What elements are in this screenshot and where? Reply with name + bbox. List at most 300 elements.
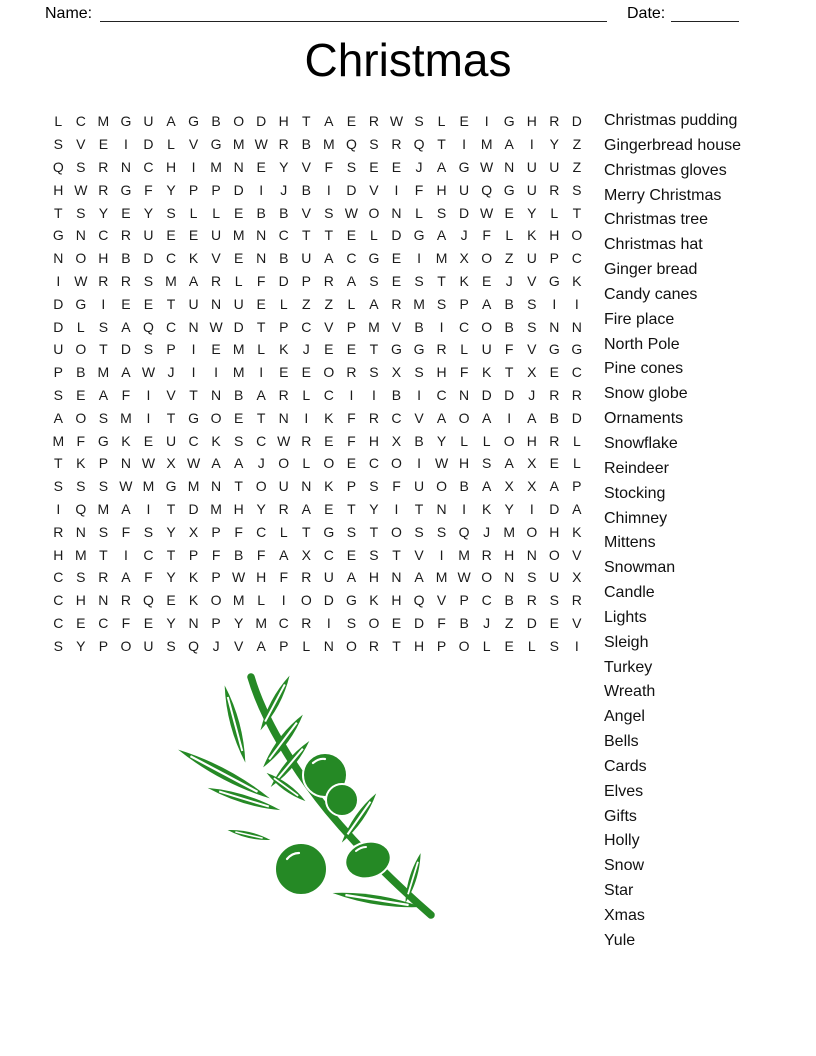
grid-letter-r20-c9: B [233, 546, 244, 563]
grid-letter-r9-c16: R [391, 295, 402, 312]
grid-letter-r21-c16: N [391, 569, 402, 586]
grid-letter-r12-c6: J [167, 364, 175, 381]
grid-letter-r5-c7: L [189, 204, 198, 221]
grid-letter-r4-c1: H [53, 181, 64, 198]
grid-letter-r7-c22: U [526, 250, 537, 267]
grid-letter-r16-c23: E [549, 455, 559, 472]
grid-letter-r20-c13: C [323, 546, 334, 563]
word-list-item: North Pole [604, 335, 680, 353]
grid-letter-r10-c3: S [98, 318, 109, 335]
grid-letter-r20-c14: E [346, 546, 357, 563]
grid-letter-r3-c19: G [458, 158, 470, 175]
word-list-item: Elves [604, 782, 644, 800]
grid-letter-r5-c23: L [550, 204, 559, 221]
grid-letter-r2-c14: Q [345, 136, 357, 153]
word-list-item: Gingerbread house [604, 136, 741, 154]
grid-letter-r16-c22: X [527, 455, 537, 472]
grid-letter-r1-c5: U [143, 113, 154, 130]
grid-letter-r5-c19: D [459, 204, 470, 221]
grid-letter-r11-c17: G [413, 341, 425, 358]
grid-letter-r20-c6: T [166, 546, 176, 563]
word-list-item: Xmas [604, 907, 645, 924]
grid-letter-r7-c24: C [571, 250, 582, 267]
grid-letter-r15-c22: H [526, 432, 537, 449]
grid-letter-r24-c13: N [323, 637, 334, 654]
grid-letter-r21-c7: K [188, 569, 199, 586]
grid-letter-r20-c20: R [481, 546, 492, 563]
grid-letter-r21-c2: S [76, 569, 86, 586]
grid-letter-r2-c5: D [143, 136, 154, 153]
grid-letter-r15-c3: G [97, 432, 109, 449]
grid-letter-r7-c14: C [346, 250, 357, 267]
grid-letter-r5-c8: L [212, 204, 220, 221]
grid-letter-r6-c12: T [302, 227, 311, 244]
grid-letter-r6-c5: U [143, 227, 154, 244]
grid-letter-r18-c3: M [97, 500, 110, 517]
grid-letter-r23-c17: D [413, 614, 425, 631]
grid-letter-r4-c6: Y [166, 181, 176, 198]
grid-letter-r12-c21: T [504, 364, 514, 381]
grid-letter-r12-c9: M [232, 364, 245, 381]
grid-letter-r6-c16: D [391, 227, 402, 244]
grid-letter-r11-c2: O [75, 341, 87, 358]
grid-letter-r4-c15: V [369, 181, 379, 198]
grid-letter-r14-c13: K [324, 409, 334, 426]
grid-letter-r3-c20: W [480, 158, 494, 175]
grid-letter-r2-c6: L [167, 136, 175, 153]
word-list-item: Angel [604, 708, 645, 726]
grid-letter-r5-c10: B [256, 204, 266, 221]
grid-letter-r20-c7: P [188, 546, 199, 563]
grid-letter-r14-c8: O [210, 409, 222, 426]
grid-letter-r14-c11: N [278, 409, 289, 426]
grid-letter-r15-c18: Y [436, 432, 447, 449]
grid-letter-r9-c10: E [256, 295, 266, 312]
olive-branch-illustration [165, 663, 445, 928]
grid-letter-r2-c4: I [123, 136, 128, 153]
grid-letter-r3-c9: N [233, 158, 244, 175]
grid-letter-r7-c4: B [121, 250, 131, 267]
grid-letter-r9-c8: N [211, 295, 222, 312]
grid-letter-r13-c12: L [302, 386, 311, 403]
grid-letter-r3-c17: J [415, 158, 423, 175]
grid-letter-r22-c23: S [549, 592, 559, 609]
word-list-item: Star [604, 882, 634, 900]
word-list-item: Wreath [604, 683, 656, 701]
grid-letter-r18-c15: Y [369, 500, 379, 517]
grid-letter-r5-c17: L [415, 204, 423, 221]
grid-letter-r17-c8: N [211, 478, 222, 495]
grid-letter-r15-c15: H [368, 432, 379, 449]
grid-letter-r15-c6: U [165, 432, 177, 449]
grid-letter-r19-c22: O [526, 523, 538, 540]
grid-letter-r12-c16: X [391, 364, 402, 381]
grid-letter-r17-c24: P [572, 478, 582, 495]
grid-letter-r19-c3: S [98, 523, 109, 540]
grid-letter-r15-c14: F [347, 432, 356, 449]
grid-letter-r23-c19: B [459, 614, 469, 631]
grid-letter-r10-c2: L [76, 318, 85, 335]
grid-letter-r9-c1: D [53, 295, 64, 312]
grid-letter-r2-c22: I [529, 136, 534, 153]
grid-letter-r11-c13: E [324, 341, 334, 358]
grid-letter-r8-c13: R [323, 272, 334, 289]
grid-letter-r22-c24: R [571, 592, 582, 609]
grid-letter-r5-c15: O [368, 204, 380, 221]
word-list-item: Sleigh [604, 633, 649, 651]
grid-letter-r9-c21: B [504, 295, 514, 312]
word-list-item: Cards [604, 757, 647, 775]
grid-letter-r19-c4: F [121, 523, 131, 540]
grid-letter-r17-c21: X [504, 478, 514, 495]
word-list-item: Candle [604, 584, 655, 602]
grid-letter-r19-c14: S [346, 523, 357, 540]
date-label: Date: [627, 5, 666, 22]
grid-letter-r1-c23: R [549, 113, 560, 130]
grid-letter-r16-c12: L [302, 455, 311, 472]
grid-letter-r13-c9: B [233, 386, 244, 403]
grid-letter-r8-c18: T [437, 272, 446, 289]
grid-letter-r10-c17: B [414, 318, 424, 335]
grid-letter-r6-c4: R [120, 227, 131, 244]
grid-letter-r6-c7: E [188, 227, 199, 244]
grid-letter-r1-c4: G [120, 113, 132, 130]
grid-letter-r1-c7: G [188, 113, 199, 130]
grid-letter-r19-c13: G [323, 523, 335, 540]
grid-letter-r8-c3: R [98, 272, 109, 289]
grid-letter-r1-c8: B [211, 113, 221, 130]
grid-letter-r20-c19: M [458, 546, 470, 563]
grid-letter-r16-c10: J [257, 455, 265, 472]
grid-letter-r12-c8: I [214, 364, 219, 381]
grid-letter-r24-c7: Q [188, 637, 199, 654]
grid-letter-r24-c2: Y [76, 637, 86, 654]
grid-letter-r13-c20: D [481, 386, 492, 403]
grid-letter-r23-c23: E [549, 614, 559, 631]
grid-letter-r14-c10: T [256, 409, 266, 426]
grid-letter-r24-c3: P [98, 637, 109, 654]
grid-letter-r19-c6: Y [166, 523, 176, 540]
grid-letter-r2-c20: M [480, 136, 493, 153]
grid-letter-r23-c16: E [391, 614, 402, 631]
grid-letter-r10-c6: C [165, 318, 177, 335]
grid-letter-r9-c5: E [143, 295, 154, 312]
grid-letter-r14-c6: T [166, 409, 176, 426]
grid-letter-r17-c15: S [369, 478, 379, 495]
grid-letter-r22-c6: E [166, 592, 176, 609]
name-blank-line [100, 5, 607, 22]
grid-letter-r5-c5: Y [143, 204, 154, 221]
grid-letter-r14-c4: M [120, 409, 132, 426]
grid-letter-r17-c4: W [119, 478, 133, 495]
grid-letter-r6-c13: T [324, 227, 334, 244]
grid-letter-r21-c11: F [279, 569, 289, 586]
word-list-item: Gifts [604, 807, 637, 825]
grid-letter-r10-c21: B [504, 318, 514, 335]
grid-letter-r23-c12: R [301, 614, 312, 631]
grid-letter-r15-c19: L [460, 432, 469, 449]
grid-letter-r1-c22: H [526, 113, 537, 130]
grid-letter-r23-c2: E [76, 614, 86, 631]
grid-letter-r18-c7: D [188, 500, 199, 517]
grid-letter-r2-c1: S [53, 136, 63, 153]
grid-letter-r17-c5: M [142, 478, 155, 495]
grid-letter-r10-c15: M [368, 318, 380, 335]
grid-letter-r18-c24: A [572, 500, 582, 517]
grid-letter-r17-c22: X [527, 478, 537, 495]
grid-letter-r2-c23: Y [549, 136, 559, 153]
grid-letter-r8-c11: D [278, 272, 289, 289]
grid-letter-r12-c10: I [259, 364, 264, 381]
grid-letter-r8-c9: L [234, 272, 243, 289]
grid-letter-r3-c24: Z [572, 158, 582, 175]
grid-letter-r2-c10: W [254, 136, 268, 153]
grid-letter-r11-c1: U [53, 341, 64, 358]
grid-letter-r11-c14: E [346, 341, 357, 358]
word-list-item: Mittens [604, 534, 656, 552]
grid-letter-r14-c20: A [481, 409, 492, 426]
grid-letter-r12-c14: R [346, 364, 357, 381]
word-list-item: Candy canes [604, 285, 698, 303]
grid-letter-r10-c10: T [256, 318, 266, 335]
grid-letter-r11-c12: J [302, 341, 310, 358]
grid-letter-r9-c14: L [347, 295, 356, 312]
grid-letter-r21-c9: W [232, 569, 246, 586]
grid-letter-r4-c9: D [233, 181, 244, 198]
grid-letter-r20-c3: T [99, 546, 108, 563]
word-list-item: Holly [604, 832, 640, 850]
grid-letter-r16-c18: W [434, 455, 449, 472]
grid-letter-r8-c4: R [120, 272, 131, 289]
grid-letter-r7-c5: D [143, 250, 154, 267]
grid-letter-r14-c3: S [98, 409, 109, 426]
grid-letter-r7-c20: O [481, 250, 493, 267]
grid-letter-r17-c10: O [255, 478, 267, 495]
grid-letter-r23-c18: F [437, 614, 446, 631]
grid-letter-r23-c1: C [53, 614, 64, 631]
grid-letter-r6-c6: E [166, 227, 176, 244]
grid-letter-r4-c18: H [436, 181, 447, 198]
word-list-item: Lights [604, 608, 647, 626]
grid-letter-r8-c24: K [572, 272, 582, 289]
grid-letter-r5-c14: W [344, 204, 358, 221]
grid-letter-r23-c11: C [278, 614, 289, 631]
grid-letter-r21-c4: A [121, 569, 131, 586]
grid-letter-r9-c9: U [233, 295, 244, 312]
grid-letter-r10-c4: A [121, 318, 131, 335]
grid-letter-r18-c22: I [529, 500, 534, 517]
grid-letter-r13-c22: J [528, 386, 536, 403]
grid-letter-r6-c21: L [505, 227, 514, 244]
grid-letter-r19-c21: M [503, 523, 516, 540]
grid-letter-r23-c13: I [326, 614, 331, 631]
grid-letter-r3-c1: Q [52, 158, 64, 175]
grid-letter-r10-c16: V [391, 318, 402, 335]
grid-letter-r17-c2: S [76, 478, 86, 495]
grid-letter-r18-c13: E [324, 500, 334, 517]
grid-letter-r14-c15: R [368, 409, 379, 426]
grid-letter-r22-c4: R [120, 592, 131, 609]
grid-letter-r8-c20: E [481, 272, 492, 289]
grid-letter-r6-c17: G [413, 227, 425, 244]
grid-letter-r3-c5: C [143, 158, 154, 175]
grid-letter-r18-c9: H [233, 500, 244, 517]
grid-letter-r21-c17: A [414, 569, 424, 586]
grid-letter-r22-c8: O [210, 592, 222, 609]
grid-letter-r21-c22: S [527, 569, 537, 586]
grid-letter-r1-c2: C [75, 113, 86, 130]
grid-letter-r9-c6: T [166, 295, 176, 312]
grid-letter-r6-c14: E [346, 227, 357, 244]
grid-letter-r12-c3: M [97, 364, 110, 381]
grid-letter-r17-c12: N [301, 478, 312, 495]
grid-letter-r10-c7: N [188, 318, 199, 335]
grid-letter-r24-c6: S [166, 637, 176, 654]
grid-letter-r16-c20: S [481, 455, 492, 472]
word-list-item: Snow [604, 857, 645, 875]
grid-letter-r9-c22: S [527, 295, 537, 312]
grid-letter-r2-c8: G [210, 136, 222, 153]
grid-letter-r18-c4: A [121, 500, 131, 517]
grid-letter-r11-c24: G [571, 341, 583, 358]
grid-letter-r16-c17: I [417, 455, 421, 472]
grid-letter-r18-c5: I [146, 500, 151, 517]
grid-letter-r22-c17: Q [413, 592, 425, 609]
grid-letter-r17-c7: M [187, 478, 200, 495]
grid-letter-r6-c3: C [98, 227, 109, 244]
grid-letter-r8-c6: M [165, 272, 177, 289]
grid-letter-r15-c9: S [233, 432, 244, 449]
grid-letter-r11-c5: S [143, 341, 154, 358]
grid-letter-r24-c17: H [413, 637, 425, 654]
grid-letter-r15-c2: F [76, 432, 86, 449]
grid-letter-r21-c1: C [53, 569, 64, 586]
grid-letter-r20-c12: X [301, 546, 311, 563]
grid-letter-r19-c18: S [436, 523, 447, 540]
grid-letter-r19-c2: N [75, 523, 86, 540]
grid-letter-r13-c2: E [76, 386, 86, 403]
grid-letter-r19-c17: S [414, 523, 424, 540]
grid-letter-r21-c23: U [549, 569, 560, 586]
grid-letter-r7-c8: V [211, 250, 221, 267]
grid-letter-r13-c13: C [323, 386, 334, 403]
word-list-item: Christmas gloves [604, 161, 727, 179]
grid-letter-r19-c12: T [302, 523, 311, 540]
grid-letter-r10-c8: W [209, 318, 223, 335]
grid-letter-r16-c13: O [323, 455, 335, 472]
grid-letter-r18-c14: T [347, 500, 356, 517]
grid-letter-r13-c15: I [371, 386, 376, 403]
grid-letter-r3-c3: R [98, 158, 109, 175]
grid-letter-r16-c19: H [459, 455, 470, 472]
grid-letter-r1-c16: W [389, 113, 404, 130]
grid-letter-r1-c9: O [233, 113, 245, 130]
grid-letter-r5-c22: Y [527, 204, 537, 221]
grid-letter-r11-c21: F [504, 341, 514, 358]
grid-letter-r20-c11: A [279, 546, 289, 563]
grid-letter-r17-c16: F [392, 478, 401, 495]
grid-letter-r2-c18: T [437, 136, 446, 153]
grid-letter-r1-c6: A [166, 113, 176, 130]
grid-letter-r24-c22: L [527, 637, 536, 654]
grid-letter-r1-c18: L [437, 113, 446, 130]
grid-letter-r4-c23: R [549, 181, 560, 198]
grid-letter-r14-c9: E [233, 409, 244, 426]
grid-letter-r19-c9: F [234, 523, 243, 540]
grid-letter-r24-c14: O [345, 637, 357, 654]
grid-letter-r3-c13: F [324, 158, 334, 175]
grid-letter-r13-c1: S [53, 386, 63, 403]
grid-letter-r5-c6: S [166, 204, 176, 221]
grid-letter-r22-c3: N [98, 592, 109, 609]
grid-letter-r13-c24: R [571, 386, 582, 403]
grid-letter-r16-c6: X [166, 455, 176, 472]
grid-letter-r8-c15: S [369, 272, 379, 289]
grid-letter-r20-c4: I [123, 546, 128, 563]
grid-letter-r15-c1: M [52, 432, 65, 449]
grid-letter-r20-c8: F [211, 546, 221, 563]
grid-letter-r22-c13: D [323, 592, 334, 609]
grid-letter-r23-c24: V [572, 614, 582, 631]
word-list-item: Fire place [604, 310, 675, 328]
grid-letter-r5-c13: S [324, 204, 334, 221]
grid-letter-r15-c8: K [211, 432, 221, 449]
grid-letter-r8-c23: G [548, 272, 560, 289]
grid-letter-r1-c15: R [368, 113, 379, 130]
grid-letter-r1-c21: G [503, 113, 515, 130]
grid-letter-r21-c5: F [144, 569, 153, 586]
grid-letter-r4-c13: I [326, 181, 331, 198]
word-list-item: Yule [604, 931, 636, 949]
grid-letter-r9-c15: A [369, 295, 379, 312]
grid-letter-r5-c24: T [572, 204, 582, 221]
grid-letter-r9-c2: G [75, 295, 87, 312]
grid-letter-r23-c15: O [368, 614, 380, 631]
grid-letter-r7-c3: H [98, 250, 109, 267]
grid-letter-r5-c1: T [53, 204, 63, 221]
grid-letter-r3-c8: M [210, 158, 222, 175]
grid-letter-r1-c17: S [414, 113, 424, 130]
grid-letter-r17-c18: O [436, 478, 448, 495]
grid-letter-r8-c19: K [459, 272, 469, 289]
grid-letter-r24-c4: O [120, 637, 132, 654]
grid-letter-r4-c4: G [120, 181, 132, 198]
grid-letter-r19-c11: L [279, 523, 288, 540]
grid-letter-r6-c23: H [549, 227, 560, 244]
grid-letter-r7-c17: I [417, 250, 421, 267]
grid-letter-r13-c10: A [256, 386, 266, 403]
grid-letter-r4-c12: B [301, 181, 311, 198]
grid-letter-r14-c5: I [146, 409, 151, 426]
word-list-item: Stocking [604, 484, 666, 502]
grid-letter-r4-c7: P [188, 181, 199, 198]
grid-letter-r9-c3: I [101, 295, 106, 312]
grid-letter-r8-c1: I [56, 272, 61, 289]
grid-letter-r19-c5: S [143, 523, 154, 540]
grid-letter-r23-c21: Z [504, 614, 514, 631]
grid-letter-r20-c5: C [143, 546, 154, 563]
grid-letter-r20-c17: V [414, 546, 424, 563]
grid-letter-r4-c16: I [394, 181, 399, 198]
grid-letter-r14-c19: O [458, 409, 470, 426]
grid-letter-r15-c24: L [572, 432, 581, 449]
grid-letter-r18-c20: K [481, 500, 492, 517]
grid-letter-r10-c22: S [527, 318, 537, 335]
grid-letter-r19-c20: J [483, 523, 491, 540]
grid-letter-r19-c23: H [549, 523, 560, 540]
grid-letter-r21-c3: R [98, 569, 109, 586]
grid-letter-r15-c13: E [324, 432, 334, 449]
